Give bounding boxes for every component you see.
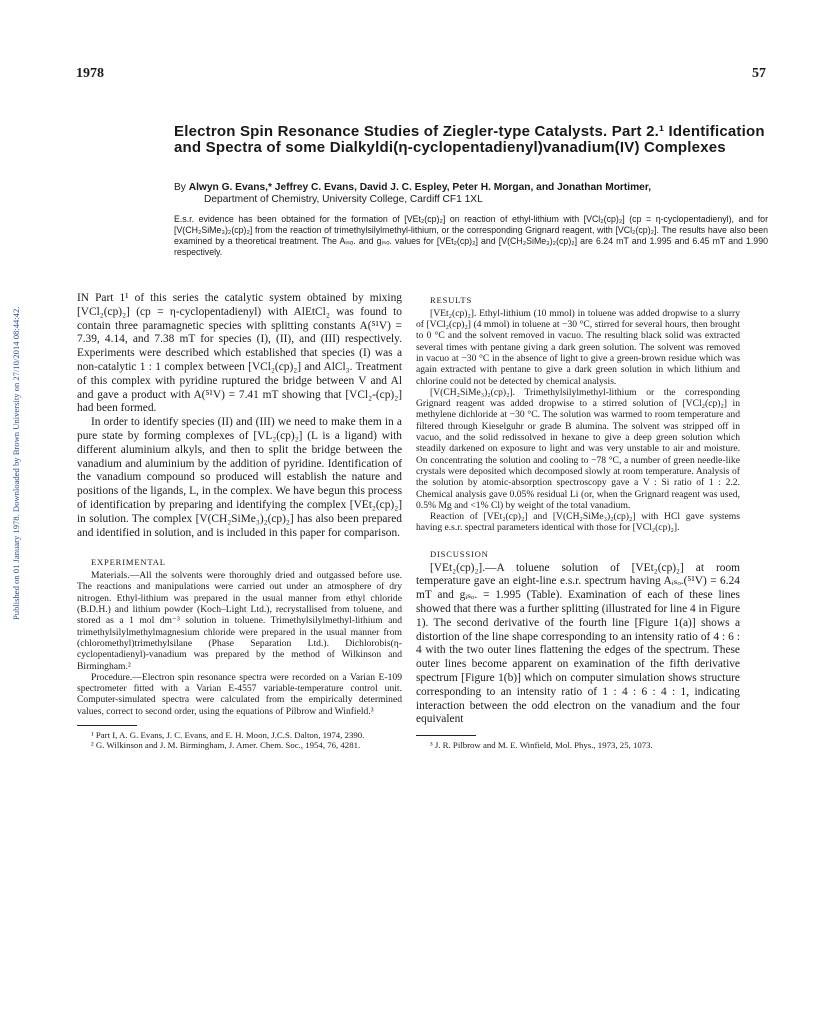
department: Department of Chemistry, University College, Cardiff CF1 1XL: [204, 194, 483, 205]
footnote-2: ² G. Wilkinson and J. M. Birmingham, J. Amer. Chem. Soc., 1954, 76, 4281.: [91, 740, 361, 751]
footnote-1: ¹ Part I, A. G. Evans, J. C. Evans, and E. H. Moon, J.C.S. Dalton, 1974, 2390.: [91, 730, 365, 740]
download-watermark: [7, 150, 19, 630]
by-label: By: [174, 182, 189, 193]
watermark-text: Published on 01 January 1978. Downloaded by Brown University on 27/10/2014 08:44:42.: [11, 306, 21, 620]
vsi-preparation: [V(CH₂SiMe₃)₂(cp)₂]. Trimethylsilylmethyl-lithium or the corresponding Grignard reagent was added dropwise to a stirred solution of [VCl₂(cp)₂] in methylene dichloride at −30 °C. The solution was warmed to room temperature and filtered through Kieselguhr or grade B alumina. The solvent was stripped off in vacuo, and the solid redissolved in hexane to give a deep green solution which steadily darkened on exposure to light and was very unstable to air and moisture. On concentrating the solution and cooling to −78 °C, a number of green needle-like crystals were deposited which decomposed slowly at room temperature. Analysis of the solution by atomic-absorption spectroscopy gave a V : Si ratio of 1 : 2.2. Chemical analysis gave 0.05% residual Li (or, when the Grignard reagent was used, 0.5% Mg and <1% Cl) by weight of the total vanadium.: [416, 386, 740, 511]
journal-year: 1978: [76, 66, 104, 81]
intro-paragraph-1: IN Part 1¹ of this series the catalytic system obtained by mixing [VCl₂(cp)₂] (cp = η-cyclopentadienyl) with AlEtCl₂ was found to contain three paramagnetic species with splitting constants A(⁵¹V) = 7.39, 4.14, and 7.38 mT for species (I), (II), and (III) respectively. Experiments were described which established that species (I) was a non-catalytic 1 : 1 complex between [VCl₂(cp)₂] and AlCl₃. Treatment of this complex with pyridine ruptured the bridge between V and Al and gave a product with A(⁵¹V) = 7.41 mT showing that [VCl₂-(cp)₂] had been formed.: [77, 292, 402, 415]
right-column: [416, 292, 740, 751]
abstract: E.s.r. evidence has been obtained for the formation of [VEt₂(cp)₂] on reaction of ethyl-lithium with [VCl₂(cp)₂] (cp = η-cyclopentadienyl), and for [V(CH₂SiMe₃)₂(cp)₂] from the reaction of trimethylsilylmethyl-lithium, or the corresponding Grignard reagent, with [VCl₂(cp)₂]. The results have also been examined by a theoretical treatment. The Aᵢₛₒ. and gᵢₛₒ. values for [VEt₂(cp)₂] and [V(CH₂SiMe₃)₂(cp)₂] are 6.24 mT and 1.995 and 6.45 mT and 1.990 respectively.: [174, 214, 768, 257]
hcl-reaction: Reaction of [VEt₂(cp)₂] and [V(CH₂SiMe₃)₂(cp)₂] with HCl gave systems having e.s.r. spectral parameters identical with those for [VCl₂(cp)₂].: [416, 511, 740, 534]
footnote-rule-right: [416, 735, 476, 736]
footnote-rule: [77, 725, 137, 726]
materials-paragraph: Materials.—All the solvents were thoroughly dried and outgassed before use. The reactions and manipulations were carried out under an atmosphere of dry nitrogen. Ethyl-lithium was prepared in the usual manner from ethyl chloride (B.D.H.) and lithium powder (Koch–Light Ltd.), recrystallised from toluene, and stored as a 1 mol dm⁻³ solution in toluene. Trimethylsilylmethyl-lithium and trimethylsilylmethylmagnesium chloride were prepared in the usual manner from (chloromethyl)trimethylsilane (Phase Separation Ltd.). Dichlorobis(η-cyclopentadienyl)-vanadium was prepared by the method of Wilkinson and Birmingham.²: [77, 570, 402, 672]
procedure-paragraph: Procedure.—Electron spin resonance spectra were recorded on a Varian E-109 spectrometer fitted with a Varian E-4557 variable-temperature control unit. Computer-simulated spectra were calculated from the empirically determined values, correct to second order, using the equations of Pilbrow and Winfield.³: [77, 671, 402, 717]
article-title: Electron Spin Resonance Studies of Ziegler-type Catalysts. Part 2.¹ Identification and Spectra of some Dialkyldi(η-cyclopentadienyl)vanadium(IV) Complexes: [174, 123, 765, 156]
intro-paragraph-2: In order to identify species (II) and (III) we need to make them in a pure state by forming complexes of [VL₂(cp)₂] (L is a ligand) with different aluminium alkyls, and then to split the bridge between the vanadium and aluminium by the addition of pyridine. Identification of the vanadium compound so produced will establish the nature and positions of the ligands, L, in the complex. We have begun this process of identification by preparing and identifying the complex [VEt₂(cp)₂] in solution. The complex [V(CH₂SiMe₃)₂(cp)₂] has also been prepared and identified in solution, and is included in this paper for comparison.: [77, 416, 402, 539]
left-column: [77, 292, 402, 751]
discussion-heading: DISCUSSION: [430, 548, 489, 559]
vet-preparation: [VEt₂(cp)₂]. Ethyl-lithium (10 mmol) in toluene was added dropwise to a slurry of [VCl₂(cp)₂] (4 mmol) in toluene at −30 °C, stirred for several hours, then brought to 0 °C and the solvent removed in vacuo. The resulting black solid was extracted several times with pentane giving a dark green solution. The solvent was removed in vacuo at −30 °C in the absence of light to give a green-brown residue which was again extracted with pentane to give a dark green solution in which lithium and chlorine could not be detected by chemical analysis.: [416, 307, 740, 387]
page-number: 57: [752, 66, 766, 81]
discussion-paragraph: [VEt₂(cp)₂].—A toluene solution of [VEt₂(cp)₂] at room temperature gave an eight-line e.s.r. spectrum having Aᵢₛₒ.(⁵¹V) = 6.24 mT and gᵢₛₒ. = 1.995 (Table). Examination of each of these lines showed that there was a further splitting (illustrated for line 4 in Figure 1). The second derivative of the fourth line [Figure 1(a)] shows a distortion of the line shape corresponding to an intensity ratio of 4 : 6 : 4 with the two outer lines flattening the edges of the spectrum. These outer lines become apparent on examination of the fifth derivative spectrum [Figure 1(b)] which on computer simulation shows structure corresponding to an intensity ratio of 1 : 4 : 6 : 4 : 1, indicating interaction between the odd electron on the vanadium and the four equivalent: [416, 561, 740, 726]
author-names: Alwyn G. Evans,* Jeffrey C. Evans, David J. C. Espley, Peter H. Morgan, and Jonathan Mortimer,: [188, 182, 652, 193]
author-block: [174, 182, 774, 206]
footnote-3: ³ J. R. Pilbrow and M. E. Winfield, Mol. Phys., 1973, 25, 1073.: [430, 740, 653, 751]
experimental-heading: EXPERIMENTAL: [91, 557, 166, 568]
results-heading: RESULTS: [430, 295, 473, 305]
